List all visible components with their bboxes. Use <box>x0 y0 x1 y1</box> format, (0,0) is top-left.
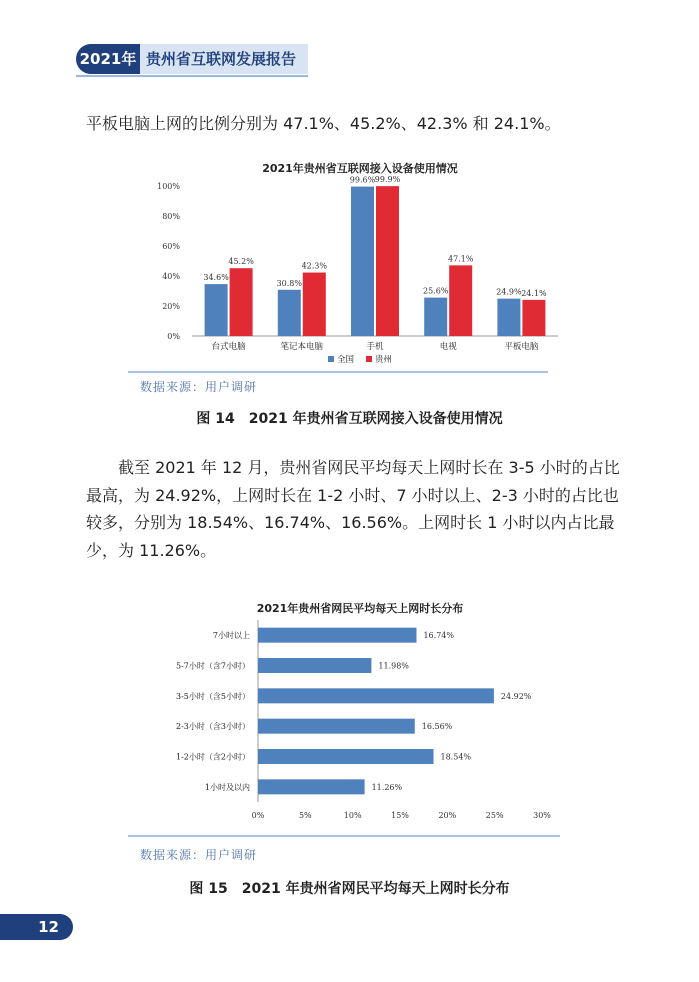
x-tick-label: 台式电脑 <box>211 342 246 352</box>
data-label: 24.1% <box>521 288 547 298</box>
online-duration-chart <box>150 598 570 830</box>
y-tick-label: 20% <box>162 302 180 311</box>
bar <box>522 300 545 336</box>
bar <box>258 628 416 643</box>
x-tick-label: 电视 <box>439 342 457 352</box>
header-title: 贵州省互联网发展报告 <box>146 50 297 68</box>
paragraph-duration: 截至 2021 年 12 月，贵州省网民平均每天上网时长在 3-5 小时的占比最高，为 24.92%，上网时长在 1-2 小时、7 小时以上、2-3 小时的占比也较多，分别为 18.54%、16.74%、16.56%。上网时长 1 小时以内占比最少，为 11.26%。 <box>86 458 620 560</box>
x-tick-label: 5% <box>298 811 312 820</box>
bar <box>424 298 447 336</box>
figure-15-source: 数据来源：用户调研 <box>140 848 258 862</box>
x-tick-label: 30% <box>533 811 551 820</box>
y-tick-label: 40% <box>162 272 180 281</box>
data-label: 11.98% <box>378 661 409 671</box>
data-label: 16.74% <box>423 631 454 641</box>
y-tick-label: 3-5小时（含5小时） <box>176 691 250 701</box>
bar <box>258 779 365 794</box>
data-label: 47.1% <box>447 254 474 264</box>
figure-14-rule <box>128 371 548 373</box>
figure-15-rule <box>128 835 560 837</box>
chart-title: 2021年贵州省网民平均每天上网时长分布 <box>256 602 464 615</box>
y-tick-label: 80% <box>162 212 180 221</box>
figure-15-caption: 图 15 2021 年贵州省网民平均每天上网时长分布 <box>189 881 510 897</box>
x-tick-label: 笔记本电脑 <box>280 342 324 352</box>
y-tick-label: 7小时以上 <box>212 631 250 641</box>
header-rule <box>76 75 308 77</box>
x-tick-label: 0% <box>251 811 265 820</box>
bar <box>351 187 374 336</box>
bar <box>205 284 228 336</box>
figure-14-caption: 图 14 2021 年贵州省互联网接入设备使用情况 <box>196 411 503 427</box>
x-tick-label: 手机 <box>366 342 384 352</box>
data-label: 42.3% <box>301 261 328 271</box>
bar <box>497 299 520 336</box>
data-label: 11.26% <box>371 782 403 792</box>
data-label: 25.6% <box>422 286 449 296</box>
data-label: 24.9% <box>496 287 522 297</box>
x-tick-label: 25% <box>485 811 504 820</box>
bar <box>258 749 434 764</box>
header-year: 2021年 <box>76 44 140 74</box>
data-label: 45.2% <box>228 257 254 267</box>
y-tick-label: 60% <box>162 242 180 251</box>
bar <box>376 186 399 336</box>
legend-label: 全国 <box>337 355 355 365</box>
data-label: 24.92% <box>500 691 532 701</box>
y-tick-label: 1-2小时（含2小时） <box>176 752 250 762</box>
bar <box>449 265 472 336</box>
bar <box>258 658 371 673</box>
bar <box>258 688 494 703</box>
legend-swatch <box>328 356 334 362</box>
bar <box>258 719 415 734</box>
data-label: 18.54% <box>440 752 472 762</box>
page-number-label: 12 <box>38 918 59 936</box>
y-tick-label: 0% <box>167 332 180 341</box>
x-tick-label: 平板电脑 <box>504 342 539 352</box>
bar <box>230 268 253 336</box>
y-tick-label: 5-7小时（含7小时） <box>176 661 250 671</box>
data-label: 99.9% <box>374 175 401 185</box>
x-tick-label: 15% <box>391 811 409 820</box>
y-tick-label: 2-3小时（含3小时） <box>176 722 250 732</box>
y-tick-label: 100% <box>157 182 180 191</box>
device-usage-chart <box>150 158 570 373</box>
y-tick-label: 1小时及以内 <box>204 782 250 792</box>
paragraph-intro: 平板电脑上网的比例分别为 47.1%、45.2%、42.3% 和 24.1%。 <box>86 114 561 133</box>
figure-14-source: 数据来源：用户调研 <box>140 380 258 394</box>
bar <box>278 290 301 336</box>
data-label: 30.8% <box>276 278 303 288</box>
legend-swatch <box>366 356 372 362</box>
chart-title: 2021年贵州省互联网接入设备使用情况 <box>262 162 458 175</box>
page-number <box>0 914 73 940</box>
data-label: 34.6% <box>203 273 229 283</box>
legend-label: 贵州 <box>375 355 393 365</box>
data-label: 99.6% <box>349 175 376 185</box>
x-tick-label: 20% <box>438 811 457 820</box>
data-label: 16.56% <box>421 722 453 732</box>
bar <box>303 273 326 336</box>
x-tick-label: 10% <box>343 811 362 820</box>
